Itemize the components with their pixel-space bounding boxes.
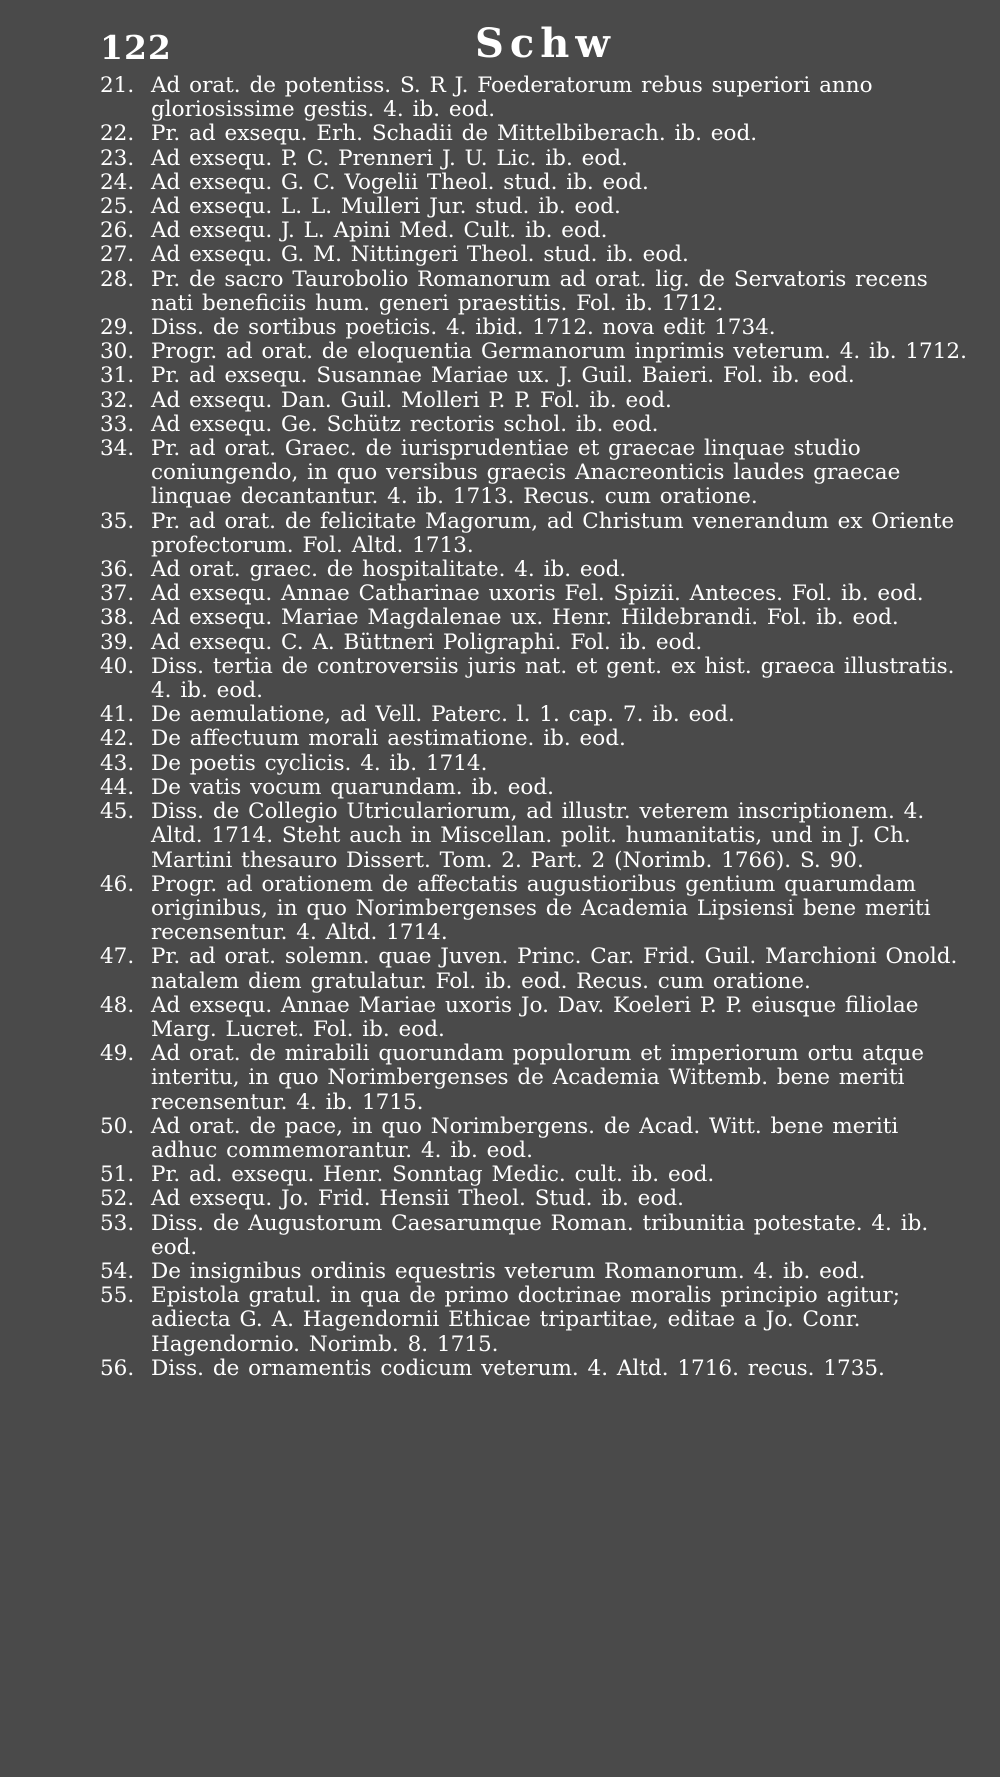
entry-text: Diss. de sortibus poeticis. 4. ibid. 1712. nova edit 1734. <box>151 315 776 341</box>
bibliography-entry <box>100 171 970 195</box>
bibliography-entry <box>100 558 970 582</box>
entry-text: De poetis cyclicis. 4. ib. 1714. <box>151 750 488 776</box>
entry-number: 44. <box>100 774 135 800</box>
bibliography-entry <box>100 268 970 316</box>
entry-number: 28. <box>100 266 135 292</box>
entry-number: 36. <box>100 557 135 583</box>
bibliography-entry <box>100 147 970 171</box>
bibliography-entry <box>100 219 970 243</box>
entry-text: Pr. ad orat. Graec. de iurisprudentiae et graecae linquae studio coniungendo, in quo versibus graecis Anacreonticis laudes graecae linquae decantantur. 4. ib. 1713. Recus. cum oratione. <box>151 436 901 510</box>
running-head: Schw <box>475 20 616 67</box>
entry-number: 46. <box>100 871 135 897</box>
entry-text: Ad exsequ. Jo. Frid. Hensii Theol. Stud. ib. eod. <box>151 1186 684 1212</box>
bibliography-entry <box>100 74 970 122</box>
entry-text: Ad exsequ. G. M. Nittingeri Theol. stud. ib. eod. <box>151 242 689 268</box>
entry-number: 22. <box>100 121 135 147</box>
bibliography-entry <box>100 752 970 776</box>
bibliography-entry <box>100 606 970 630</box>
entry-number: 43. <box>100 750 135 776</box>
entry-text: Diss. de Collegio Utriculariorum, ad illustr. veterem inscriptionem. 4. Altd. 1714. Steht auch in Miscellan. polit. humanitatis, und in J. Ch. Martini thesauro Dissert. Tom. 2. Part. 2 (Norimb. 1766). S. 90. <box>151 799 925 873</box>
entry-text: Diss. de ornamentis codicum veterum. 4. Altd. 1716. recus. 1735. <box>151 1355 885 1381</box>
bibliography-entry <box>100 1260 970 1284</box>
entry-number: 37. <box>100 581 135 607</box>
entry-text: De aemulatione, ad Vell. Paterc. l. 1. cap. 7. ib. eod. <box>151 702 735 728</box>
entry-number: 31. <box>100 363 135 389</box>
page-number: 122 <box>100 28 172 67</box>
bibliography-list <box>100 74 970 1381</box>
entry-text: Ad exsequ. Dan. Guil. Molleri P. P. Fol. ib. eod. <box>151 387 672 413</box>
entry-number: 32. <box>100 387 135 413</box>
bibliography-entry <box>100 1187 970 1211</box>
entry-number: 33. <box>100 411 135 437</box>
entry-text: Ad exsequ. P. C. Prenneri J. U. Lic. ib. eod. <box>151 145 628 171</box>
entry-number: 49. <box>100 1041 135 1067</box>
entry-number: 54. <box>100 1258 135 1284</box>
entry-number: 48. <box>100 992 135 1018</box>
entry-number: 53. <box>100 1210 135 1236</box>
entry-number: 39. <box>100 629 135 655</box>
entry-number: 24. <box>100 169 135 195</box>
entry-text: Ad exsequ. Mariae Magdalenae ux. Henr. Hildebrandi. Fol. ib. eod. <box>151 605 899 631</box>
entry-number: 40. <box>100 653 135 679</box>
bibliography-entry <box>100 727 970 751</box>
entry-text: Pr. ad. exsequ. Henr. Sonntag Medic. cult. ib. eod. <box>151 1162 715 1188</box>
entry-number: 35. <box>100 508 135 534</box>
bibliography-entry <box>100 1357 970 1381</box>
bibliography-entry <box>100 1163 970 1187</box>
bibliography-entry <box>100 195 970 219</box>
entry-number: 52. <box>100 1186 135 1212</box>
bibliography-entry <box>100 1042 970 1115</box>
entry-text: Pr. ad exsequ. Susannae Mariae ux. J. Guil. Baieri. Fol. ib. eod. <box>151 363 855 389</box>
bibliography-entry <box>100 1284 970 1357</box>
bibliography-entry <box>100 631 970 655</box>
entry-text: Progr. ad orationem de affectatis augustioribus gentium quarumdam originibus, in quo Norimbergenses de Academia Lipsiensi bene meriti recensentur. 4. Altd. 1714. <box>151 871 931 946</box>
entry-number: 42. <box>100 726 135 752</box>
entry-text: Ad orat. de pace, in quo Norimbergens. de Acad. Witt. bene meriti adhuc commemorantur. 4. ib. eod. <box>151 1113 899 1163</box>
bibliography-entry <box>100 340 970 364</box>
entry-text: Ad orat. graec. de hospitalitate. 4. ib. eod. <box>151 557 627 583</box>
bibliography-entry <box>100 510 970 558</box>
entry-number: 51. <box>100 1162 135 1188</box>
entry-number: 30. <box>100 339 135 365</box>
entry-text: Ad exsequ. Annae Catharinae uxoris Fel. Spizii. Anteces. Fol. ib. eod. <box>151 581 924 607</box>
entry-number: 45. <box>100 799 135 825</box>
entry-number: 56. <box>100 1355 135 1381</box>
entry-number: 55. <box>100 1283 135 1309</box>
entry-text: Diss. de Augustorum Caesarumque Roman. tribunitia potestate. 4. ib. eod. <box>151 1210 929 1260</box>
bibliography-entry <box>100 389 970 413</box>
bibliography-entry <box>100 582 970 606</box>
entry-number: 21. <box>100 73 135 98</box>
entry-number: 34. <box>100 436 135 462</box>
bibliography-entry <box>100 994 970 1042</box>
entry-number: 47. <box>100 944 135 970</box>
entry-text: Pr. ad orat. solemn. quae Juven. Princ. Car. Frid. Guil. Marchioni Onold. natalem diem gratulatur. Fol. ib. eod. Recus. cum oratione. <box>151 944 958 994</box>
entry-text: Ad orat. de mirabili quorundam populorum et imperiorum ortu atque interitu, in quo Norimbergenses de Academia Wittemb. bene meriti recensentur. 4. ib. 1715. <box>151 1041 924 1115</box>
entry-number: 50. <box>100 1113 135 1139</box>
bibliography-entry <box>100 1115 970 1163</box>
entry-text: Pr. de sacro Taurobolio Romanorum ad orat. lig. de Servatoris recens nati beneficiis hum. generi praestitis. Fol. ib. 1712. <box>151 266 928 316</box>
entry-text: Ad exsequ. C. A. Büttneri Poligraphi. Fol. ib. eod. <box>151 629 703 655</box>
entry-number: 27. <box>100 242 135 268</box>
entry-text: Ad exsequ. Ge. Schütz rectoris schol. ib. eod. <box>151 411 659 437</box>
entry-text: De vatis vocum quarundam. ib. eod. <box>151 774 554 800</box>
bibliography-entry <box>100 1212 970 1260</box>
bibliography-entry <box>100 413 970 437</box>
entry-number: 41. <box>100 702 135 728</box>
bibliography-entry <box>100 122 970 146</box>
entry-text: Pr. ad orat. de felicitate Magorum, ad Christum venerandum ex Oriente profectorum. Fol. Altd. 1713. <box>151 508 955 558</box>
entry-text: Diss. tertia de controversiis juris nat. et gent. ex hist. graeca illustratis. 4. ib. eod. <box>151 653 955 704</box>
entry-text: Ad exsequ. G. C. Vogelii Theol. stud. ib. eod. <box>151 169 649 195</box>
entry-text: De insignibus ordinis equestris veterum Romanorum. 4. ib. eod. <box>151 1258 866 1284</box>
entry-text: Ad exsequ. J. L. Apini Med. Cult. ib. eod. <box>151 218 608 244</box>
bibliography-entry <box>100 873 970 946</box>
bibliography-entry <box>100 437 970 510</box>
entry-text: Progr. ad orat. de eloquentia Germanorum inprimis veterum. 4. ib. 1712. <box>151 339 967 365</box>
entry-number: 23. <box>100 145 135 171</box>
page-header <box>100 20 960 70</box>
entry-text: Pr. ad exsequ. Erh. Schadii de Mittelbiberach. ib. eod. <box>151 121 758 147</box>
entry-text: Ad orat. de potentiss. S. R J. Foederatorum rebus superiori anno gloriosissime gestis. 4. ib. eod. <box>151 73 873 123</box>
entry-text: Epistola gratul. in qua de primo doctrinae moralis principio agitur; adiecta G. A. Hagendornii Ethicae tripartitae, editae a Jo. Conr. Hagendornio. Norimb. 8. 1715. <box>151 1283 900 1357</box>
bibliography-entry <box>100 945 970 993</box>
entry-text: Ad exsequ. L. L. Mulleri Jur. stud. ib. eod. <box>151 194 621 220</box>
bibliography-entry <box>100 655 970 703</box>
bibliography-entry <box>100 243 970 267</box>
bibliography-entry <box>100 776 970 800</box>
bibliography-entry <box>100 800 970 873</box>
entry-number: 26. <box>100 218 135 244</box>
entry-text: Ad exsequ. Annae Mariae uxoris Jo. Dav. Koeleri P. P. eiusque filiolae Marg. Lucret. Fol. ib. eod. <box>151 992 919 1042</box>
bibliography-entry <box>100 364 970 388</box>
bibliography-entry <box>100 316 970 340</box>
bibliography-entry <box>100 703 970 727</box>
entry-number: 29. <box>100 315 135 341</box>
entry-number: 38. <box>100 605 135 631</box>
entry-text: De affectuum morali aestimatione. ib. eod. <box>151 726 626 752</box>
entry-number: 25. <box>100 194 135 220</box>
